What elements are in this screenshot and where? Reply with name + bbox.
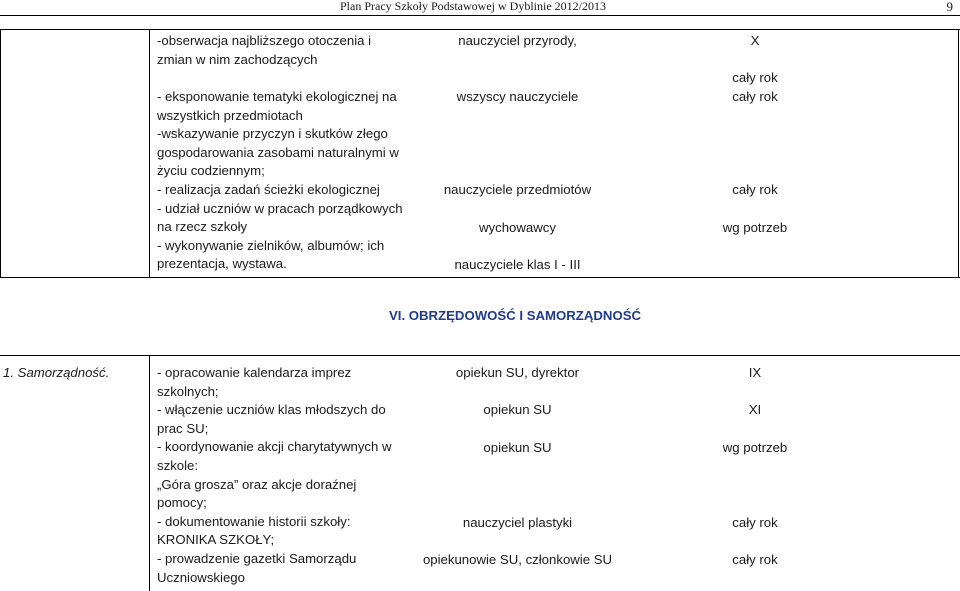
table-bottom-border [0,277,960,278]
section-heading: VI. OBRZĘDOWOŚĆ I SAMORZĄDNOŚĆ [388,308,642,323]
bottom-term-3: wg potrzeb [722,440,788,455]
row-label: 1. Samorządność. [3,365,110,380]
bottom-activities-column [157,364,405,587]
top-responsible-1: nauczyciel przyrody, [458,33,577,48]
activity-item: - włączenie uczniów klas młodszych do prac SU; [157,402,386,436]
page-header [0,0,960,14]
top-responsible-4: wychowawcy [479,220,556,235]
bottom-responsible-4: nauczyciel plastyki [462,515,573,530]
top-term-3: cały rok [732,89,778,104]
activity-item: „Góra grosza” oraz akcje doraźnej pomocy; [157,476,357,511]
bottom-responsible-2: opiekun SU [483,402,552,417]
activity-item: - opracowanie kalendarza imprez szkolnych; [157,365,352,399]
table-top-border [0,29,960,30]
bottom-table-col-divider [149,355,150,591]
bottom-term-2: XI [748,402,762,417]
activity-item: - prowadzenie gazetki Samorządu Uczniowskiego [157,550,357,585]
document-title: Plan Pracy Szkoły Podstawowej w Dyblinie 2012/2013 [340,0,606,13]
table-col-divider [149,29,150,278]
top-term-5: wg potrzeb [722,220,788,235]
bottom-responsible-5: opiekunowie SU, członkowie SU [422,552,613,567]
bottom-responsible-1: opiekun SU, dyrektor [455,365,580,380]
activity-item: - realizacja zadań ścieżki ekologicznej [157,181,380,197]
top-responsible-3: nauczyciele przedmiotów [443,182,592,197]
bottom-term-5: cały rok [732,552,778,567]
header-rule [0,15,960,16]
activity-item: - koordynowanie akcji charytatywnych w szkole: [157,439,392,473]
top-responsible-2: wszyscy nauczyciele [456,89,579,104]
top-responsible-5: nauczyciele klas I - III [454,257,581,272]
table-right-border [958,29,959,278]
top-term-4: cały rok [732,182,778,197]
activity-item: - udział uczniów w pracach porządkowych na rzecz szkoły [157,200,403,235]
activity-item: - dokumentowanie historii szkoły: KRONIKA SZKOŁY; [157,513,351,548]
activity-item: - eksponowanie tematyki ekologicznej na wszystkich przedmiotach [157,89,397,123]
bottom-term-4: cały rok [732,515,778,530]
bottom-responsible-3: opiekun SU [483,440,552,455]
table-left-border [0,29,1,278]
activity-item: -wskazywanie przyczyn i skutków złego gospodarowania zasobami naturalnymi w życiu codziennym; [157,126,399,179]
top-term-1: X [750,33,760,48]
bottom-table-top-border [0,355,960,356]
activity-item: - wykonywanie zielników, albumów; ich prezentacja, wystawa. [157,237,385,272]
page-number: 9 [946,0,953,14]
top-term-2: cały rok [732,70,778,85]
top-activities-column [157,32,405,274]
activity-item: -obserwacja najbliższego otoczenia i zmian w nim zachodzących [157,33,372,67]
bottom-term-1: IX [748,365,762,380]
